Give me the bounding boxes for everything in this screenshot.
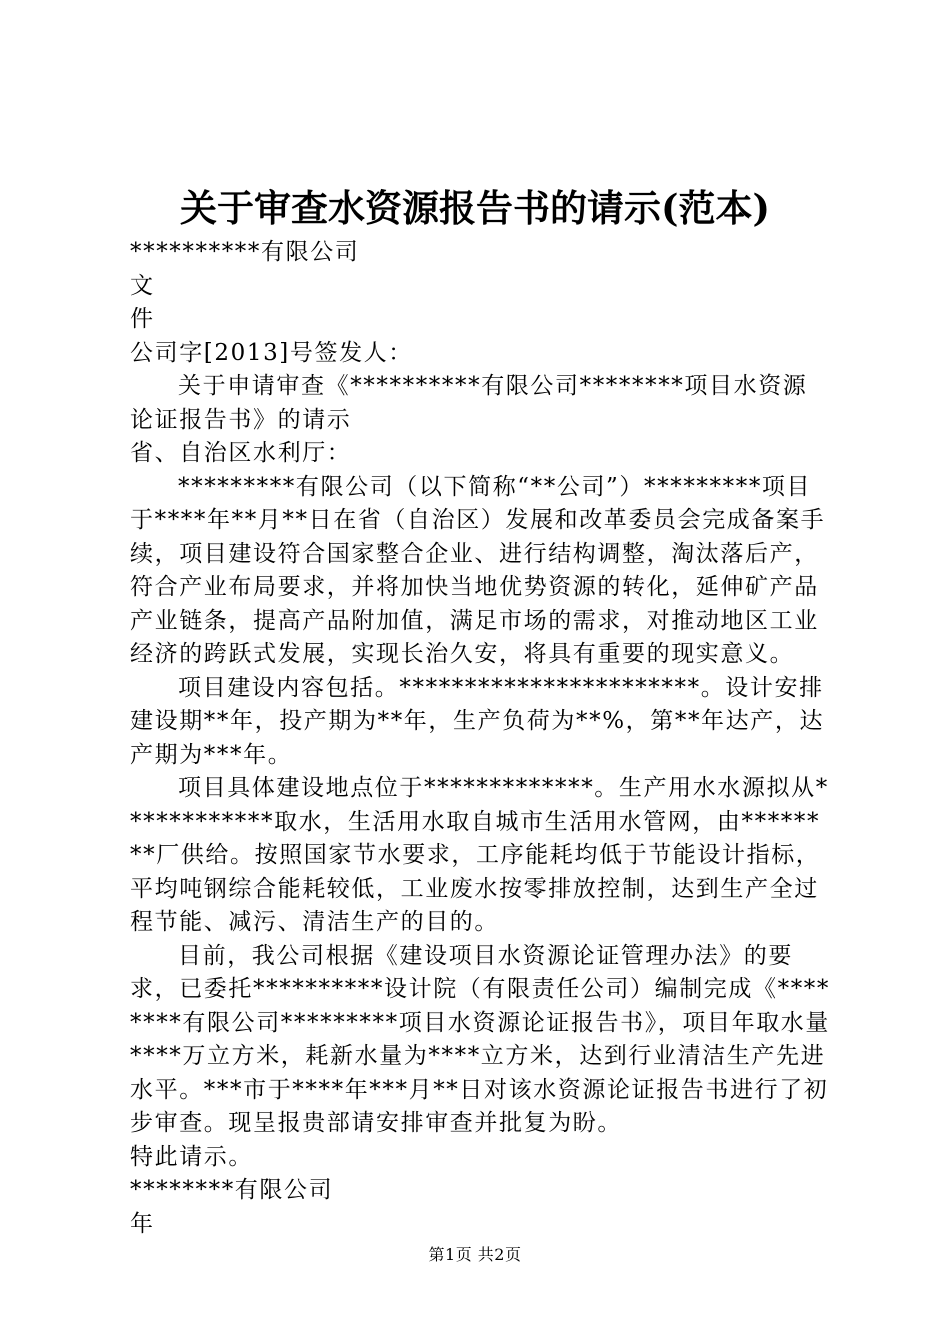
document-title: 关于审查水资源报告书的请示(范本)	[179, 186, 770, 230]
date-line: 年	[130, 1210, 155, 1237]
body-paragraph: 目前，我公司根据《建设项目水资源论证管理办法》的要求，已委托**********设计院（有限责任公司）编制完成《********有限公司*********项目水资源论证报告书》，项目年取水量****万立方米，耗新水量为****立方米，达到行业清洁生产先进水平。***市于****年***月**日对该水资源论证报告书进行了初步审查。现呈报贵部请安排审查并批复为盼。	[130, 942, 830, 1136]
issuer-line: **********有限公司	[130, 239, 360, 265]
document-body	[130, 236, 830, 1241]
subject-line: 关于申请审查《**********有限公司********项目水资源论证报告书》的请示	[130, 373, 808, 433]
doc-type-char-2: 件	[130, 306, 155, 332]
doc-type-char-1: 文	[130, 272, 155, 299]
body-paragraph: 项目建设内容包括。***********************。设计安排建设期**年，投产期为**年，生产负荷为**%，第**年达产，达产期为***年。	[130, 674, 825, 768]
body-paragraph: *********有限公司（以下简称“**公司”）*********项目于****年**月**日在省（自治区）发展和改革委员会完成备案手续，项目建设符合国家整合企业、进行结构调整，淘汰落后产，符合产业布局要求，并将加快当地优势资源的转化，延伸矿产品产业链条，提高产品附加值，满足市场的需求，对推动地区工业经济的跨跃式发展，实现长治久安，将具有重要的现实意义。	[130, 473, 826, 667]
addressee-line: 省、自治区水利厅：	[130, 440, 352, 466]
body-paragraph: 项目具体建设地点位于*************。生产用水水源拟从************取水，生活用水取自城市生活用水管网，由********厂供给。按照国家节水要求，工序能耗均低于节能设计指标，平均吨钢综合能耗较低，工业废水按零排放控制，达到生产全过程节能、减污、清洁生产的目的。	[130, 775, 829, 935]
closing-line: 特此请示。	[130, 1143, 253, 1170]
page-footer: 第1页 共2页	[428, 1245, 522, 1264]
doc-number-line: 公司字[2013]号签发人：	[130, 339, 413, 366]
signature-line: ********有限公司	[130, 1177, 334, 1203]
